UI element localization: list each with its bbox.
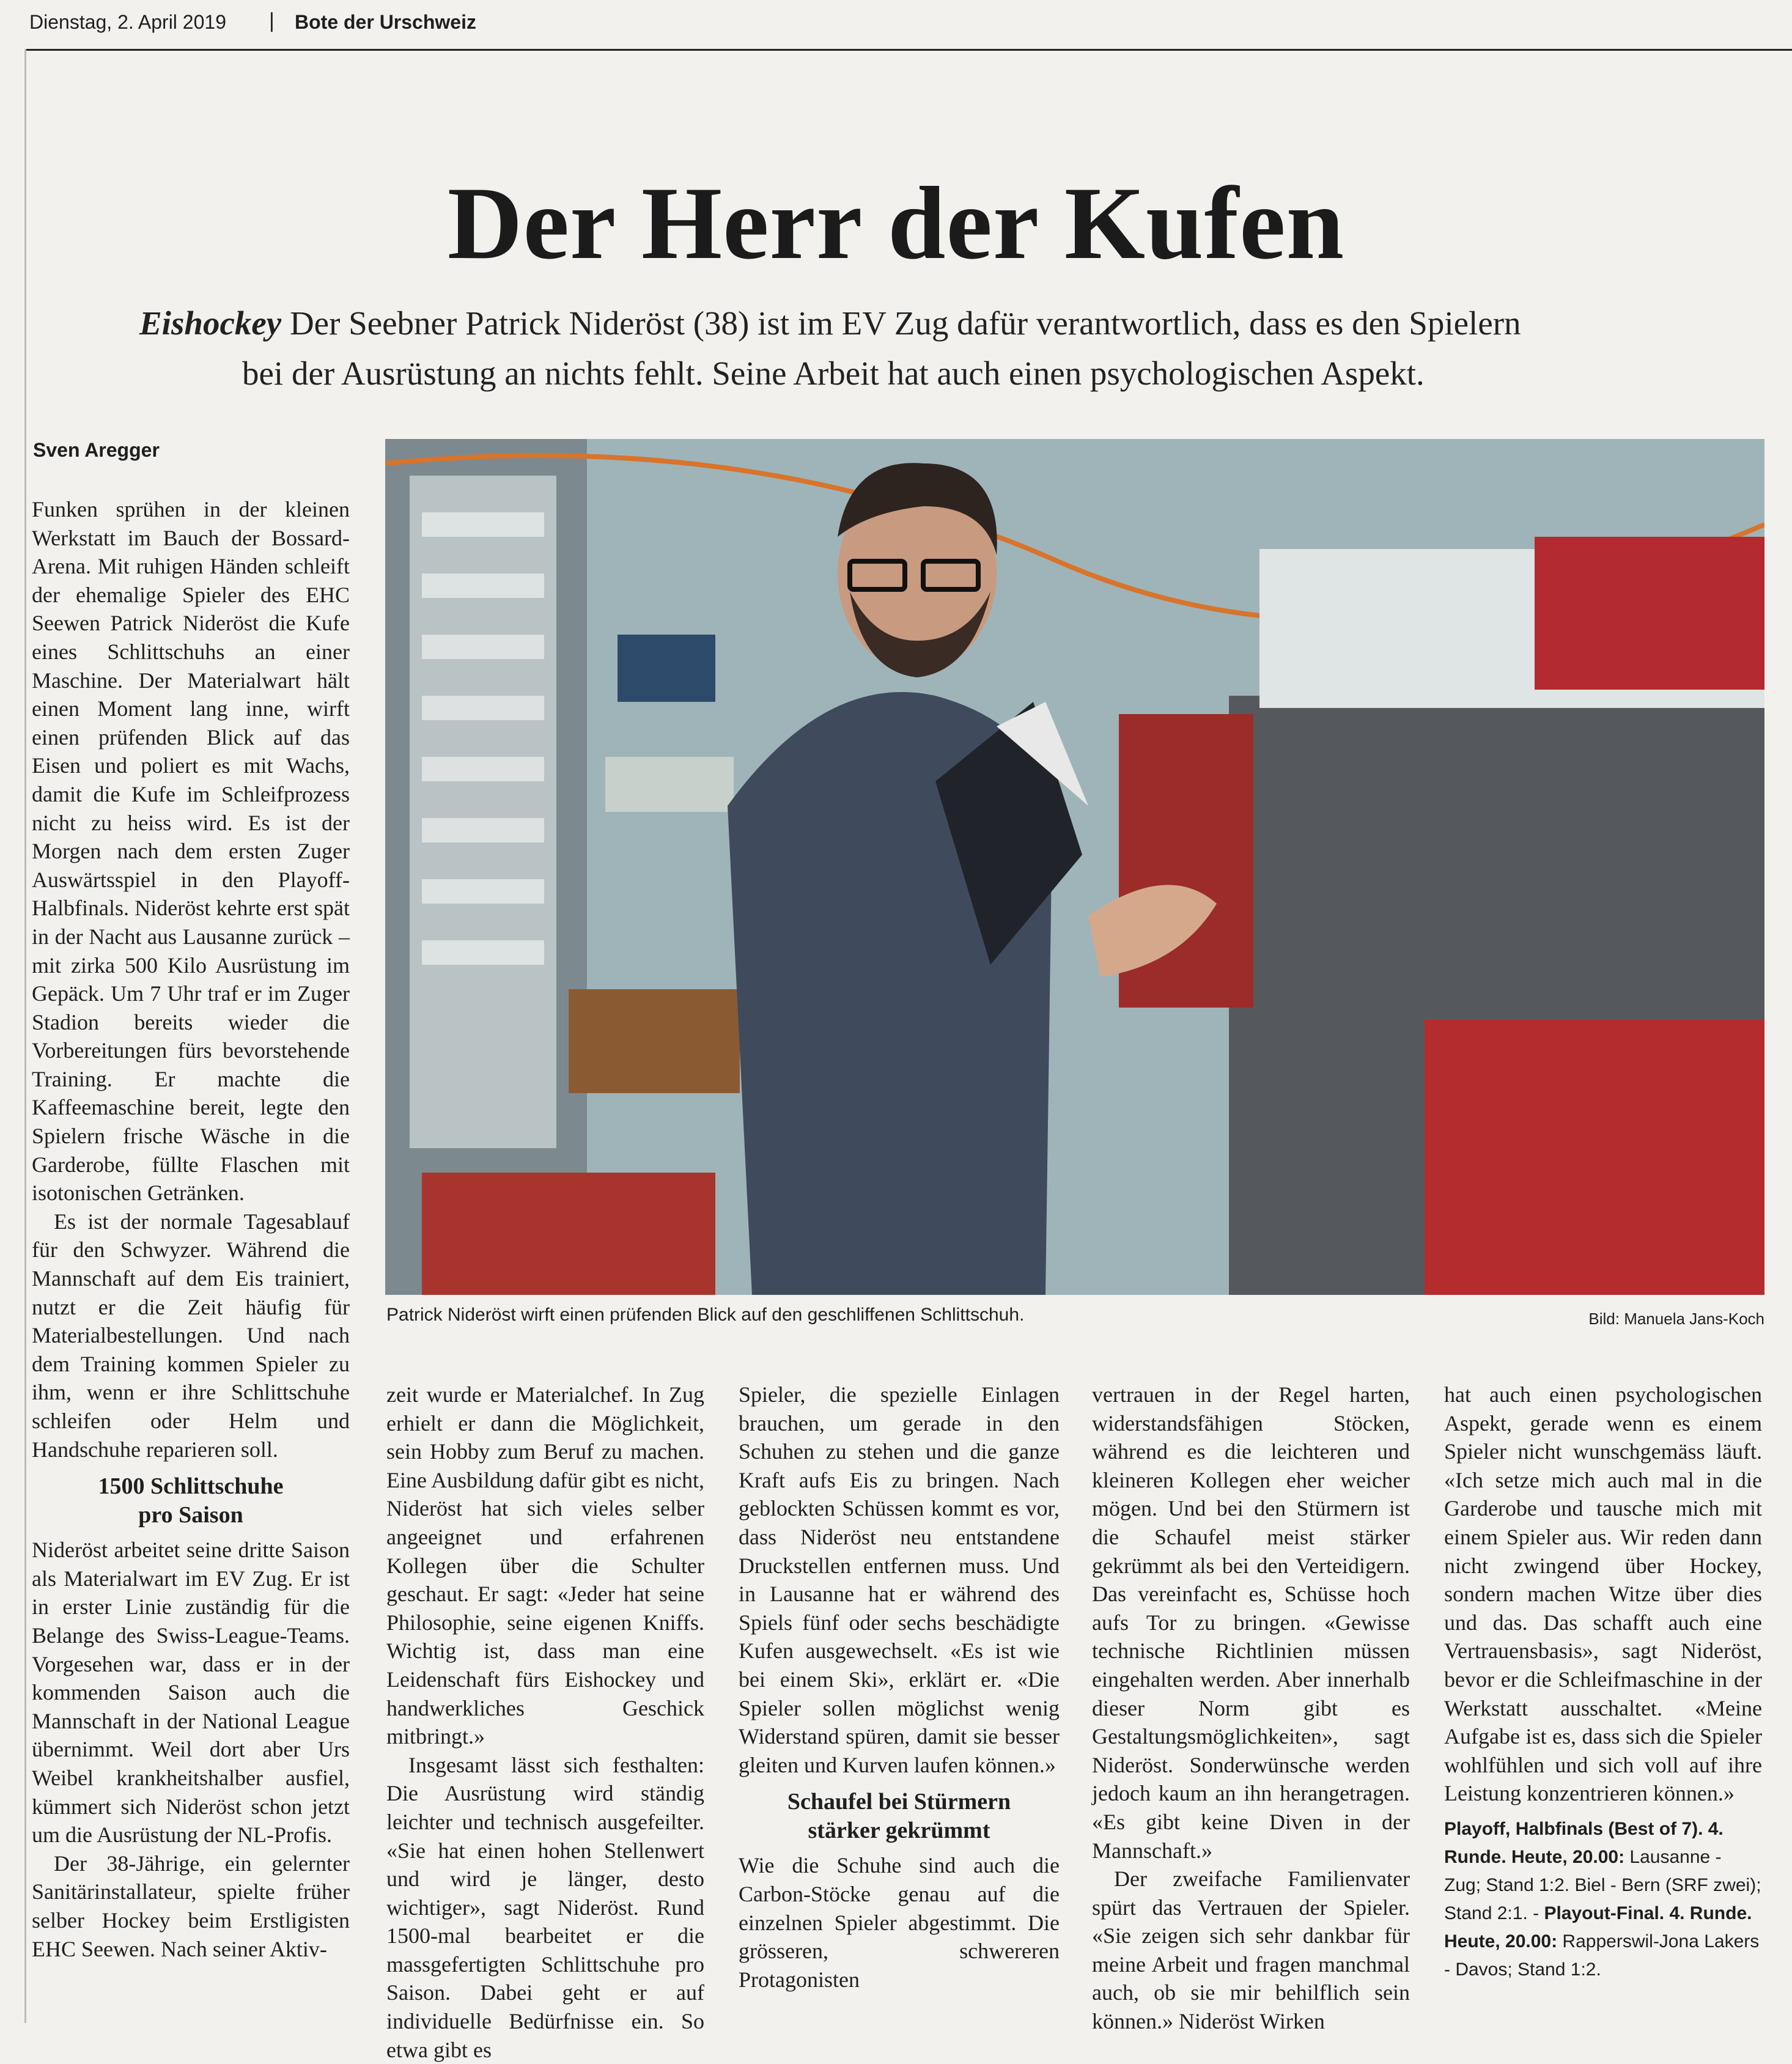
header-separator: |: [269, 9, 275, 32]
kicker: Eishockey: [139, 304, 282, 342]
photo-credit: Bild: Manuela Jans-Koch: [1588, 1310, 1764, 1328]
paragraph: hat auch einen psychologischen Aspekt, gerade wenn es einem Spieler nicht wunschgemäss läuft. «Ich setze mich auch mal in die Garderobe und tausche mich mit einem Spieler aus. Wir reden dann nicht zwingend über Hockey, sondern machen Witze über dies und das. Das schafft auch eine Vertrauensbasis», sagt Nideröst, bevor er die Schleifmaschine in der Werkstatt ausschaltet. «Meine Aufgabe ist es, dass sich die Spieler wohlfühlen und sich voll auf ihre Leistung konzentrieren können.»: [1444, 1382, 1762, 1806]
article-column-4: [1092, 1380, 1410, 2036]
paragraph: Wie die Schuhe sind auch die Carbon-Stöcke genau auf die einzelnen Spieler abgestimmt. Die grösseren, schwereren Protagonisten: [739, 1853, 1060, 1992]
paragraph: Es ist der normale Tagesablauf für den Schwyzer. Während die Mannschaft auf dem Eis trainiert, nutzt er die Zeit häufig für Materialbestellungen. Und nach dem Training kommen Spieler zu ihm, wenn er ihre Schlittschuhe schleifen oder Helm und Handschuhe reparieren soll.: [32, 1209, 350, 1462]
header-bar: [24, 0, 1792, 51]
lead-paragraph: [139, 298, 1668, 399]
workshop-photo-illustration: [385, 439, 1764, 1295]
subheading: [739, 1788, 1060, 1845]
paragraph: Der 38-Jährige, ein gelernter Sanitärinstallateur, spielte früher selber Hockey beim Erstligisten EHC Seewen. Nach seiner Aktiv-: [32, 1851, 350, 1961]
subheading: [32, 1472, 350, 1530]
playoff-schedule: [1444, 1815, 1762, 1984]
subheading-line1: 1500 Schlittschuhe: [98, 1473, 284, 1500]
paragraph: Funken sprühen in der kleinen Werkstatt im Bauch der Bossard-Arena. Mit ruhigen Händen schleift der ehemalige Spieler des EHC Seewen Patrick Nideröst die Kufe eines Schlittschuhs an einer Maschine. Der Materialwart hält einen Moment lang inne, wirft einen prüfenden Blick auf das Eisen und poliert es mit Wachs, damit die Kufe im Schleifprozess nicht zu heiss wird. Es ist der Morgen nach dem ersten Zuger Auswärtsspiel in den Playoff-Halbfinals. Nideröst kehrte erst spät in der Nacht aus Lausanne zurück – mit zirka 500 Kilo Ausrüstung im Gepäck. Um 7 Uhr traf er im Zuger Stadion bereits wieder die Vorbereitungen fürs bevorstehende Training. Er machte die Kaffeemaschine bereit, legte den Spielern frische Wäsche in die Garderobe, füllte Flaschen mit isotonischen Getränken.: [32, 497, 350, 1206]
playout-games: Rapperswil-Jona Lakers - Davos; Stand 1:2.: [1444, 1931, 1760, 1980]
byline: Sven Aregger: [33, 439, 160, 461]
article-column-1: [32, 495, 350, 1963]
paragraph: Spieler, die spezielle Einlagen brauchen, um gerade in den Schuhen zu stehen und die ganze Kraft aufs Eis zu bringen. Nach geblockten Schüssen kommt es vor, dass Nideröst neu entstandene Druckstellen entfernen muss. Und in Lausanne hat er während des Spiels fünf oder sechs beschädigte Kufen ausgewechselt. «Es ist wie bei einem Ski», erklärt er. «Die Spieler sollen möglichst wenig Widerstand spüren, damit sie besser gleiten und Kurven laufen können.»: [739, 1382, 1060, 1777]
paragraph: vertrauen in der Regel harten, widerstandsfähigen Stöcken, während es die leichteren und kleineren Kollegen eher weicher mögen. Und bei den Stürmern ist die Schaufel meist stärker gekrümmt als bei den Verteidigern. Das vereinfacht es, Schüsse hoch aufs Tor zu bringen. «Gewisse technische Richtlinien müssen eingehalten werden. Aber innerhalb dieser Norm gibt es Gestaltungsmöglichkeiten», sagt Nideröst. Sonderwünsche werden jedoch kaum an ihn herangetragen. «Es gibt keine Diven in der Mannschaft.»: [1092, 1382, 1410, 1863]
page-edge-rule: [24, 49, 26, 2023]
paragraph: Der zweifache Familienvater spürt das Vertrauen der Spieler. «Sie zeigen sich sehr dankbar für meine Arbeit und fragen manchmal auch, ob sie mir behilflich sein können.» Nideröst Wirken: [1092, 1867, 1410, 2034]
article-column-5: [1444, 1380, 1762, 1984]
subheading-line2: pro Saison: [138, 1502, 243, 1528]
playout-heading: Playout-Final. 4. Runde. Heute, 20.00:: [1444, 1903, 1752, 1952]
playoff-games: Lausanne - Zug; Stand 1:2. Biel - Bern (SRF zwei); Stand 2:1. -: [1444, 1846, 1761, 1923]
paragraph: Nideröst arbeitet seine dritte Saison als Materialwart im EV Zug. Er ist in erster Linie zuständig für die Belange des Swiss-League-Teams. Vorgesehen war, dass er in der kommenden Saison auch die Mannschaft in der National League übernimmt. Weil dort aber Urs Weibel krankheitshalber ausfiel, kümmert sich Nideröst schon jetzt um die Ausrüstung der NL-Profis.: [32, 1538, 350, 1848]
subheading-line2: stärker gekrümmt: [808, 1818, 990, 1844]
paragraph: zeit wurde er Materialchef. In Zug erhielt er dann die Möglichkeit, sein Hobby zum Beruf zu machen. Eine Ausbildung dafür gibt es nicht, Nideröst hat sich vieles selber angeeignet und erfahrenen Kollegen über die Schulter geschaut. Er sagt: «Jeder hat seine Philosophie, seine eigenen Kniffs. Wichtig ist, dass man eine Leidenschaft fürs Eishockey und handwerkliches Geschick mitbringt.»: [386, 1382, 704, 1749]
article-column-3: [739, 1380, 1060, 1994]
subheading-line1: Schaufel bei Stürmern: [787, 1789, 1011, 1815]
photo-caption: Patrick Nideröst wirft einen prüfenden Blick auf den geschliffenen Schlittschuh.: [386, 1305, 1025, 1325]
headline: Der Herr der Kufen: [447, 166, 1345, 281]
newspaper-name: Bote der Urschweiz: [295, 11, 476, 33]
lead-text-line1: Der Seebner Patrick Nideröst (38) ist im EV Zug dafür verantwortlich, dass es den Spielern: [289, 304, 1521, 342]
lead-text-line2: bei der Ausrüstung an nichts fehlt. Seine Arbeit hat auch einen psychologischen Aspekt.: [242, 355, 1425, 392]
playoff-heading: Playoff, Halbfinals (Best of 7). 4. Runde. Heute, 20.00:: [1444, 1818, 1724, 1867]
issue-date: Dienstag, 2. April 2019: [29, 11, 226, 33]
article-photo: [385, 439, 1764, 1295]
paragraph: Insgesamt lässt sich festhalten: Die Ausrüstung wird ständig leichter und technisch ausgefeilter. «Sie hat einen hohen Stellenwert und wird je länger, desto wichtiger», sagt Nideröst. Rund 1500-mal bearbeitet er die massgefertigten Schlittschuhe pro Saison. Dabei geht er auf individuelle Bedürfnisse ein. So etwa gibt es: [386, 1752, 704, 2062]
article-column-2: [386, 1380, 704, 2064]
